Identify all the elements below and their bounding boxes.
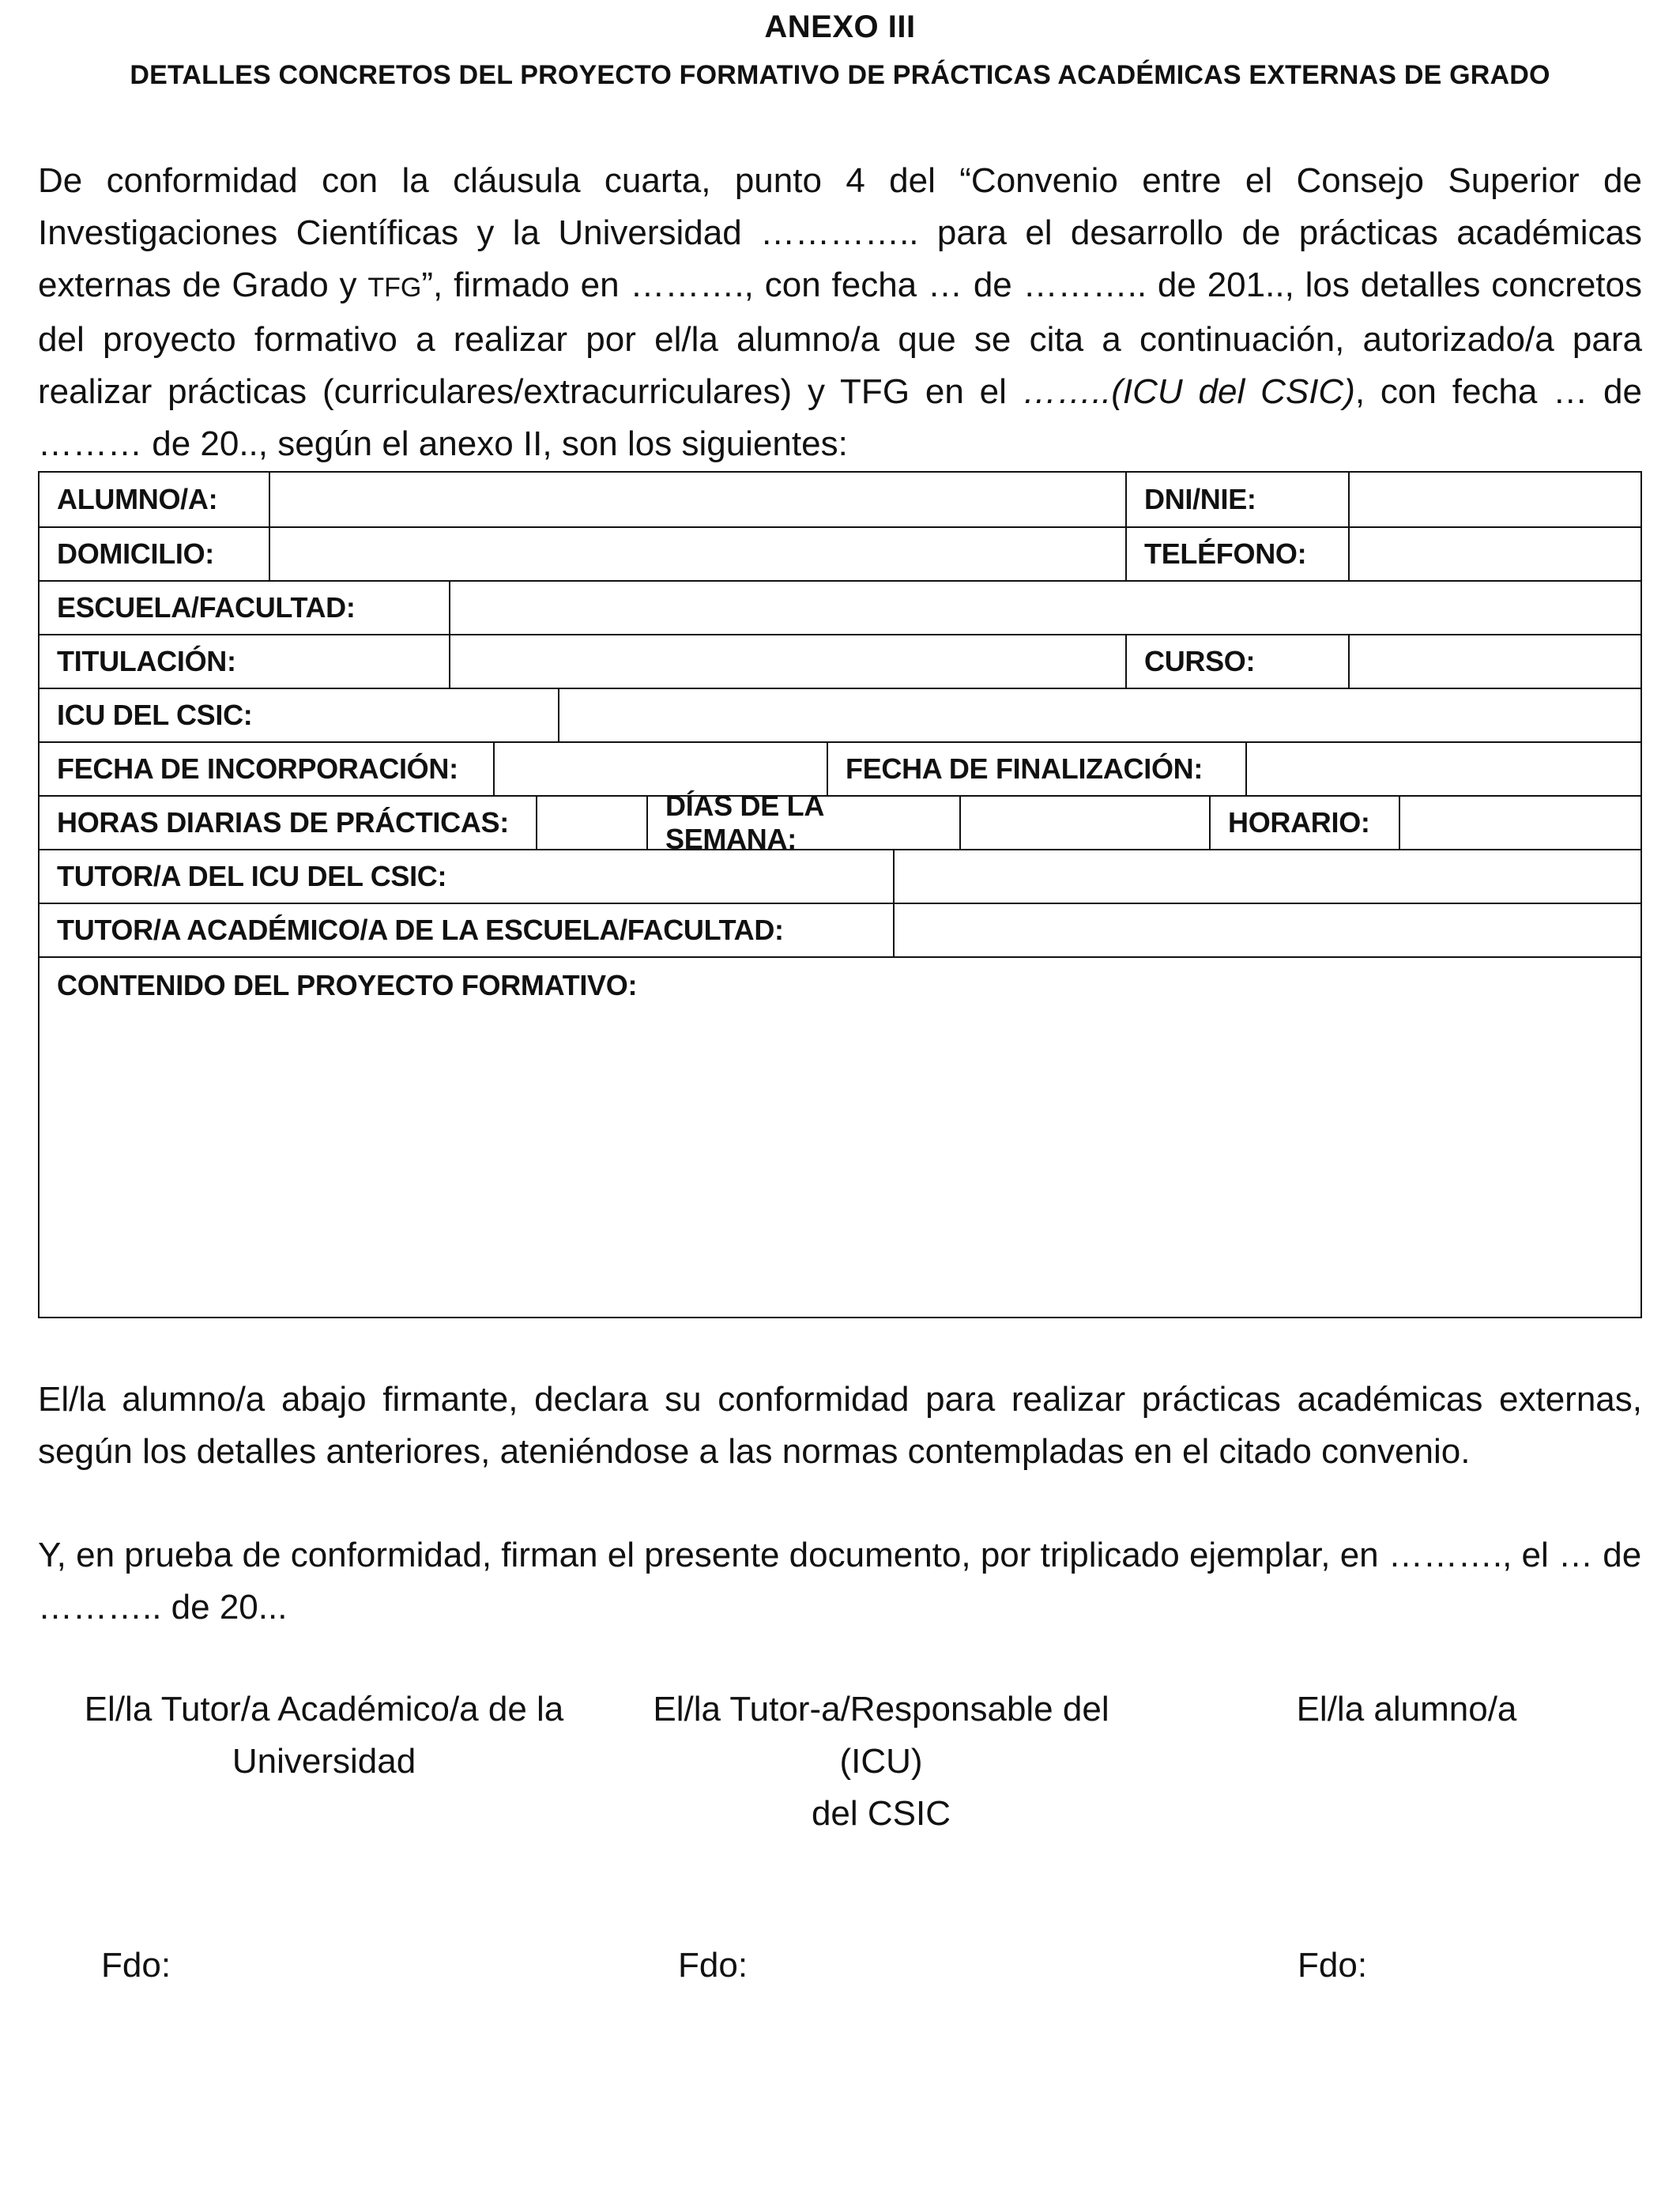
- intro-text-3: , con fecha … de ……… de 20.., según el anexo II, son los siguientes:: [38, 372, 1642, 463]
- field-fecha-incorporacion[interactable]: [493, 743, 827, 795]
- form-row-domicilio: [40, 526, 1640, 580]
- label-dni: DNI/NIE:: [1125, 473, 1348, 526]
- field-dias-semana[interactable]: [959, 797, 1209, 849]
- fdo-student: Fdo:: [1298, 1946, 1368, 1985]
- intro-tfg: TFG: [367, 273, 422, 303]
- field-curso[interactable]: [1348, 635, 1640, 688]
- field-horario[interactable]: [1399, 797, 1640, 849]
- form-row-tutor-academico: [40, 903, 1640, 956]
- form-row-alumno: [40, 473, 1640, 526]
- form-row-escuela: [40, 580, 1640, 634]
- field-tutor-icu[interactable]: [893, 850, 1640, 903]
- field-telefono[interactable]: [1348, 528, 1640, 580]
- label-domicilio: DOMICILIO:: [57, 537, 214, 570]
- label-titulacion: TITULACIÓN:: [57, 645, 236, 677]
- field-contenido-proyecto[interactable]: [40, 958, 1640, 1317]
- field-domicilio[interactable]: [269, 528, 1125, 580]
- fdo-academic-tutor: Fdo:: [101, 1946, 171, 1985]
- label-dias-semana: DÍAS DE LA SEMANA:: [646, 797, 959, 849]
- form-row-icu: [40, 688, 1640, 741]
- intro-paragraph: [38, 155, 1642, 470]
- signature-icu-tutor-line1: El/la Tutor-a/Responsable del (ICU): [653, 1690, 1109, 1781]
- field-dni[interactable]: [1348, 473, 1640, 526]
- field-fecha-finalizacion[interactable]: [1245, 743, 1640, 795]
- label-curso: CURSO:: [1125, 635, 1348, 688]
- label-escuela: ESCUELA/FACULTAD:: [57, 591, 356, 624]
- document-subtitle: DETALLES CONCRETOS DEL PROYECTO FORMATIVO DE PRÁCTICAS ACADÉMICAS EXTERNAS DE GRADO: [130, 60, 1550, 90]
- field-alumno[interactable]: [269, 473, 1125, 526]
- intro-icu-placeholder: ……..(ICU del CSIC): [1022, 372, 1355, 411]
- signature-academic-tutor-line1: El/la Tutor/a Académico/a de la: [84, 1690, 564, 1728]
- document-title: ANEXO III: [764, 9, 916, 44]
- declaration-paragraph: El/la alumno/a abajo firmante, declara su conformidad para realizar prácticas académicas externas, según los detalles anteriores, ateniéndose a las normas contempladas en el citado convenio.: [38, 1380, 1642, 1471]
- intro-text-1: De conformidad con la cláusula cuarta, punto 4 del “Convenio entre el Consejo Superior de Investigaciones Científicas y la Universidad ………….. para el desarrollo de prácticas académicas externas de Grado y: [38, 161, 1642, 304]
- label-fecha-finalizacion: FECHA DE FINALIZACIÓN:: [827, 743, 1245, 795]
- label-alumno: ALUMNO/A:: [57, 483, 218, 515]
- label-telefono: TELÉFONO:: [1125, 528, 1348, 580]
- form-row-fechas: [40, 741, 1640, 795]
- form-row-titulacion: [40, 634, 1640, 688]
- intro-text-2: ”, firmado en ………., con fecha … de ……….. de 201.., los detalles concretos del proyecto formativo a realizar por el/la alumno/a que se cita a continuación, autorizado/a para realizar prácticas (curriculares/extracurriculares) y TFG en el: [38, 266, 1642, 411]
- training-project-form: [38, 471, 1642, 1318]
- label-horas-diarias: HORAS DIARIAS DE PRÁCTICAS:: [57, 806, 509, 839]
- label-horario: HORARIO:: [1209, 797, 1399, 849]
- field-escuela[interactable]: [449, 582, 1640, 634]
- field-titulacion[interactable]: [449, 635, 1125, 688]
- form-row-horas: [40, 790, 1640, 855]
- signature-student: [1233, 1683, 1580, 1736]
- label-tutor-academico: TUTOR/A ACADÉMICO/A DE LA ESCUELA/FACULTAD:: [57, 914, 784, 946]
- signature-academic-tutor: [79, 1683, 569, 1788]
- signature-icu-tutor: [608, 1683, 1154, 1840]
- field-horas-diarias[interactable]: [536, 797, 646, 849]
- testimony-paragraph: Y, en prueba de conformidad, firman el presente documento, por triplicado ejemplar, en ………., el … de ……….. de 20...: [38, 1536, 1642, 1627]
- fdo-icu-tutor: Fdo:: [678, 1946, 748, 1985]
- label-contenido-proyecto: CONTENIDO DEL PROYECTO FORMATIVO:: [57, 969, 638, 1001]
- field-tutor-academico[interactable]: [893, 904, 1640, 956]
- label-fecha-incorporacion: FECHA DE INCORPORACIÓN:: [57, 752, 458, 785]
- form-row-contenido: [40, 956, 1640, 1317]
- signature-student-line1: El/la alumno/a: [1296, 1690, 1517, 1728]
- form-row-tutor-icu: [40, 849, 1640, 903]
- signature-icu-tutor-line2: del CSIC: [811, 1794, 951, 1833]
- field-icu[interactable]: [558, 689, 1640, 741]
- label-icu: ICU DEL CSIC:: [57, 699, 253, 731]
- label-tutor-icu: TUTOR/A DEL ICU DEL CSIC:: [57, 860, 447, 892]
- signature-academic-tutor-line2: Universidad: [232, 1742, 416, 1781]
